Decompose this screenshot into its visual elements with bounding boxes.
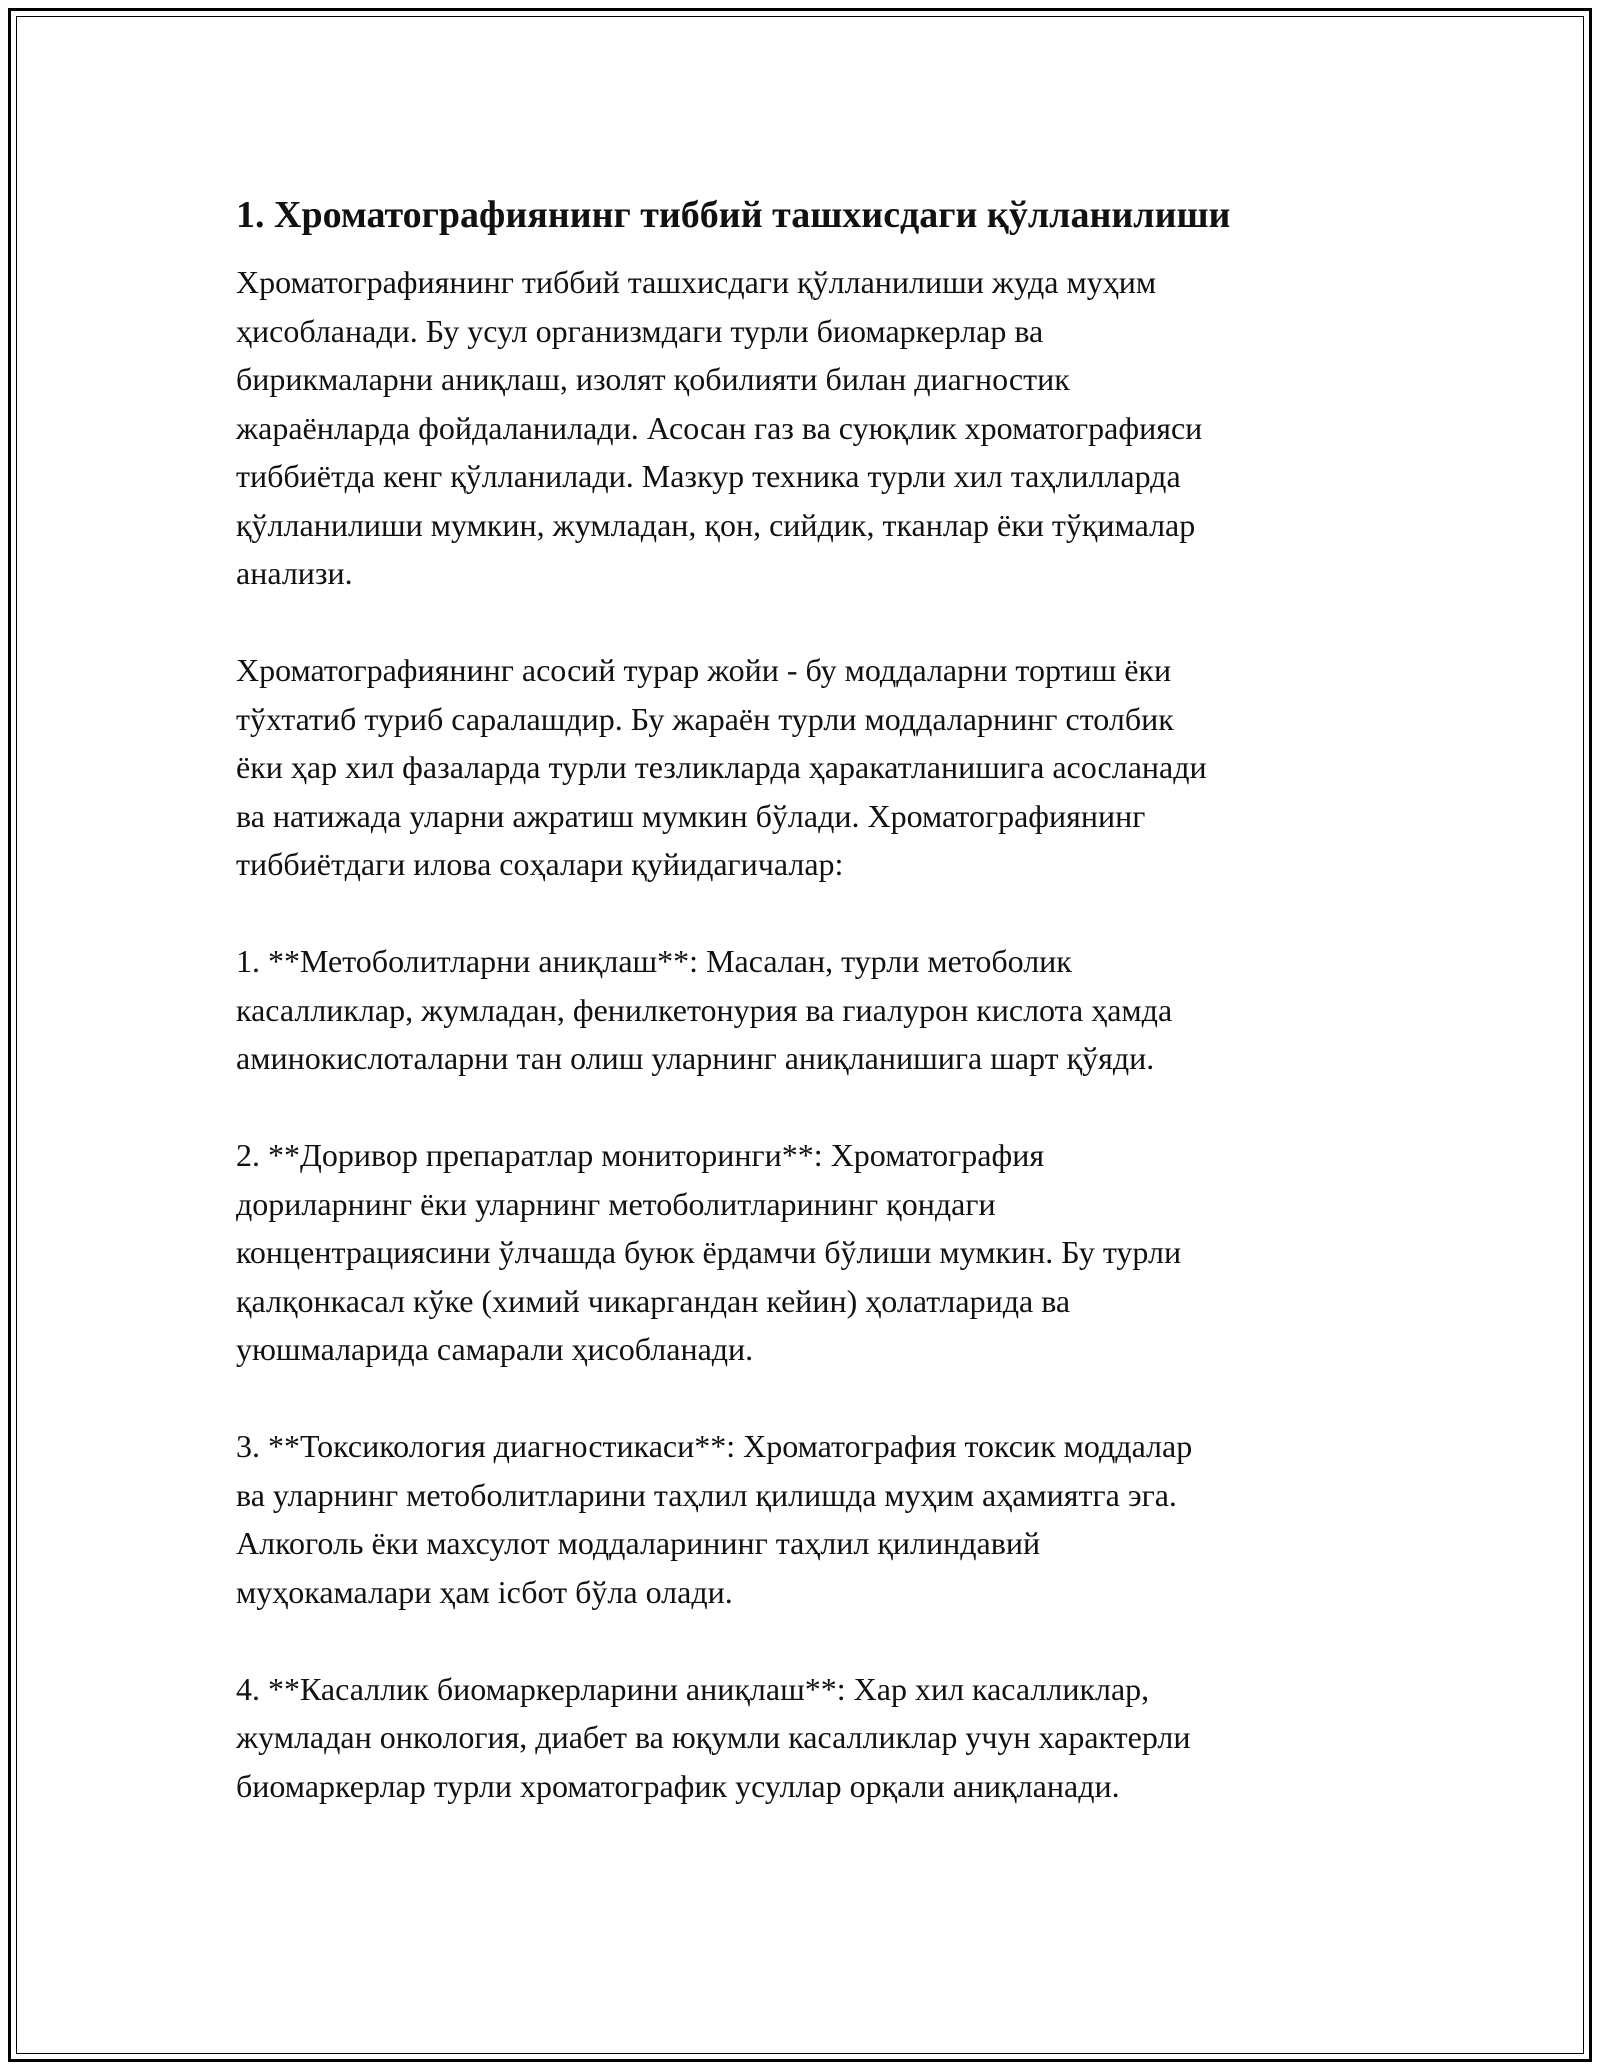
paragraph-intro: Хроматографиянинг тиббий ташхисдаги қўлланилиши жуда муҳим ҳисобланади. Бу усул организмдаги турли биомаркерлар ва бирикмаларни аниқлаш, изолят қобилияти билан диагностик жараёнларда фойдаланилади. Асосан газ ва суюқлик хроматографияси тиббиётда кенг қўлланилади. Мазкур техника турли хил таҳлилларда қўлланилиши мумкин, жумладан, қон, сийдик, тканлар ёки тўқималар анализи. [236, 264, 1203, 591]
paragraph-principle: Хроматографиянинг асосий турар жойи - бу моддаларни тортиш ёки тўхтатиб туриб саралашдир. Бу жараён турли моддаларнинг столбик ёки ҳар хил фазаларда турли тезликларда ҳаракатланишига асосланади ва натижада уларни ажратиш мумкин бўлади. Хроматографиянинг тиббиётдаги илова соҳалари қуйидагичалар: [236, 652, 1207, 882]
document-body [236, 186, 1366, 1859]
section-title: 1. Хроматографиянинг тиббий ташхисдаги қўлланилиши [236, 194, 1231, 236]
list-item-drug-monitoring: 2. **Доривор препаратлар мониторинги**: Хроматография дориларнинг ёки уларнинг метоболитларининг қондаги концентрациясини ўлчашда буюк ёрдамчи бўлиши мумкин. Бу турли қалқонкасал кўке (химий чикаргандан кейин) ҳолатларида ва уюшмаларида самарали ҳисобланади. [236, 1137, 1182, 1367]
list-item-toxicology: 3. **Токсикология диагностикаси**: Хроматография токсик моддалар ва уларнинг метоболитларини таҳлил қилишда муҳим аҳамиятга эга. Алкоголь ёки махсулот моддаларининг таҳлил қилиндавий муҳокамалари ҳам ісбот бўла олади. [236, 1428, 1193, 1610]
list-item-biomarkers: 4. **Касаллик биомаркерларини аниқлаш**: Хар хил касалликлар, жумладан онкология, диабет ва юқумли касалликлар учун характерли биомаркерлар турли хроматографик усуллар орқали аниқланади. [236, 1670, 1191, 1804]
list-item-metabolites: 1. **Метоболитларни аниқлаш**: Масалан, турли метоболик касалликлар, жумладан, фенилкетонурия ва гиалурон кислота ҳамда аминокислоталарни тан олиш уларнинг аниқланишига шарт қўяди. [236, 943, 1173, 1076]
